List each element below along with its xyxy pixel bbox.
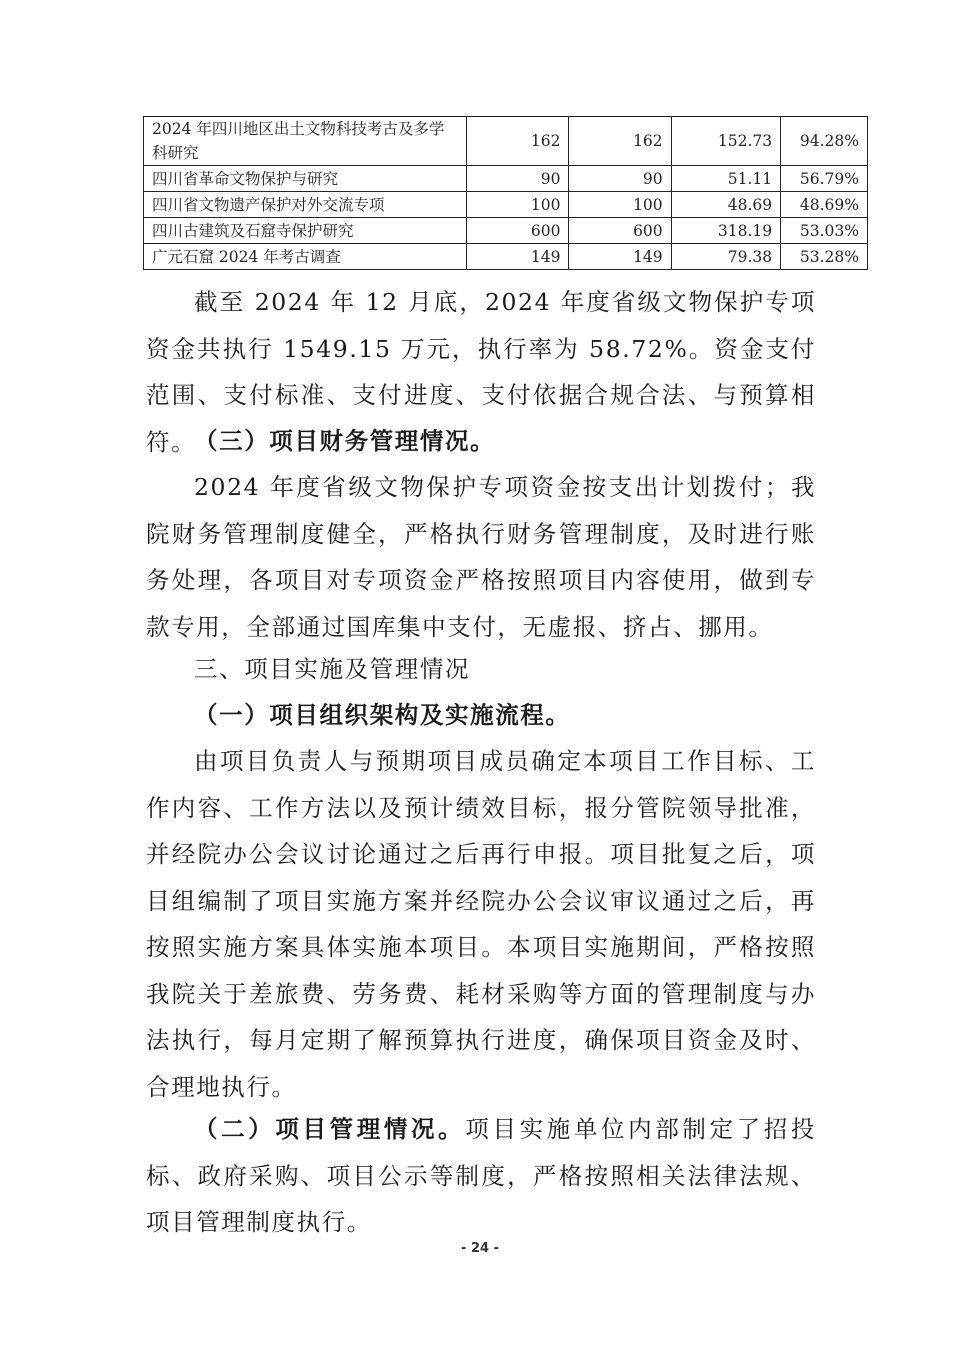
allocated-cell: 90 xyxy=(569,166,671,192)
project-management-heading: （二）项目管理情况。 xyxy=(194,1115,466,1143)
executed-cell: 79.38 xyxy=(671,244,780,270)
allocated-cell: 600 xyxy=(569,218,671,244)
project-name-cell: 四川省文物遗产保护对外交流专项 xyxy=(144,192,467,218)
rate-cell: 56.79% xyxy=(781,166,868,192)
finance-management-heading: （三）项目财务管理情况。 xyxy=(194,427,496,455)
budget-cell: 162 xyxy=(467,117,569,166)
budget-cell: 600 xyxy=(467,218,569,244)
executed-cell: 152.73 xyxy=(671,117,780,166)
allocated-cell: 100 xyxy=(569,192,671,218)
org-structure-heading: （一）项目组织架构及实施流程。 xyxy=(194,701,571,729)
allocated-cell: 162 xyxy=(569,117,671,166)
rate-cell: 94.28% xyxy=(781,117,868,166)
project-name-cell: 四川古建筑及石窟寺保护研究 xyxy=(144,218,467,244)
executed-cell: 48.69 xyxy=(671,192,780,218)
allocated-cell: 149 xyxy=(569,244,671,270)
org-structure-paragraph: 由项目负责人与预期项目成员确定本项目工作目标、工作内容、工作方法以及预计绩效目标，报分管院领导批准，并经院办公会议讨论通过之后再行申报。项目批复之后，项目组编制了项目实施方案并经院办公会议审议通过之后，再按照实施方案具体实施本项目。本项目实施期间，严格按照我院关于差旅费、劳务费、耗材采购等方面的管理制度与办法执行，每月定期了解预算执行进度，确保项目资金及时、合理地执行。 xyxy=(146,747,816,1101)
project-management-paragraph xyxy=(146,1106,816,1246)
executed-cell: 51.11 xyxy=(671,166,780,192)
section-three-heading: 三、项目实施及管理情况 xyxy=(194,655,471,683)
budget-cell: 90 xyxy=(467,166,569,192)
fund-table xyxy=(143,116,868,270)
table-row xyxy=(144,244,868,270)
table-row xyxy=(144,218,868,244)
executed-cell: 318.19 xyxy=(671,218,780,244)
table-row xyxy=(144,117,868,166)
page-number: - 24 - xyxy=(461,1241,499,1256)
project-name-cell: 四川省革命文物保护与研究 xyxy=(144,166,467,192)
rate-cell: 53.28% xyxy=(781,244,868,270)
table-row xyxy=(144,166,868,192)
finance-management-paragraph: 2024 年度省级文物保护专项资金按支出计划拨付；我院财务管理制度健全，严格执行财务管理制度，及时进行账务处理，各项目对专项资金严格按照项目内容使用，做到专款专用，全部通过国库集中支付，无虚报、挤占、挪用。 xyxy=(146,473,816,641)
table-row xyxy=(144,192,868,218)
execution-summary-paragraph: 截至 2024 年 12 月底，2024 年度省级文物保护专项资金共执行 1549.15 万元，执行率为 58.72%。资金支付范围、支付标准、支付进度、支付依据合规合法、与预算相符。 xyxy=(146,288,816,456)
project-name-cell: 广元石窟 2024 年考古调查 xyxy=(144,244,467,270)
budget-cell: 149 xyxy=(467,244,569,270)
project-name-cell: 2024 年四川地区出土文物科技考古及多学科研究 xyxy=(144,117,467,166)
rate-cell: 48.69% xyxy=(781,192,868,218)
budget-cell: 100 xyxy=(467,192,569,218)
project-management-text: 项目实施单位内部制定了招投标、政府采购、项目公示等制度，严格按照相关法律法规、项目管理制度执行。 xyxy=(146,1115,816,1236)
rate-cell: 53.03% xyxy=(781,218,868,244)
